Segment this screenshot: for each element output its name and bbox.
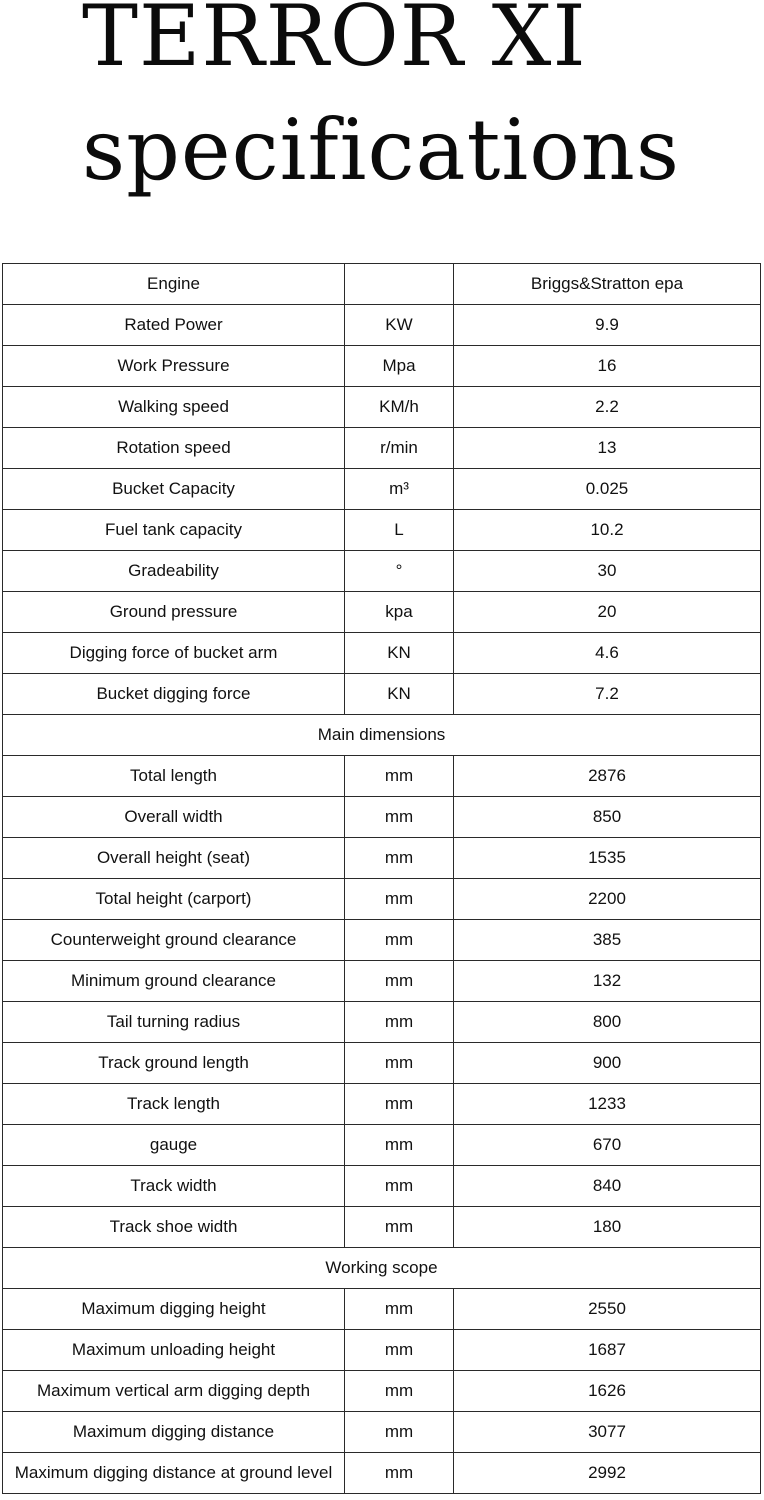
section-header: Main dimensions: [3, 715, 761, 756]
spec-parameter: Bucket Capacity: [3, 469, 345, 510]
spec-row: [3, 469, 761, 510]
spec-parameter: Digging force of bucket arm: [3, 633, 345, 674]
spec-value: 16: [454, 346, 761, 387]
title-product-name: TERROR XI: [82, 0, 587, 85]
spec-parameter: Track length: [3, 1084, 345, 1125]
spec-parameter: Fuel tank capacity: [3, 510, 345, 551]
spec-unit: KN: [345, 633, 454, 674]
spec-parameter: Total height (carport): [3, 879, 345, 920]
spec-row: [3, 387, 761, 428]
spec-unit: mm: [345, 756, 454, 797]
spec-value: 3077: [454, 1412, 761, 1453]
spec-value: 13: [454, 428, 761, 469]
title-subtitle: specifications: [82, 101, 680, 199]
spec-row: [3, 1002, 761, 1043]
spec-parameter: Track ground length: [3, 1043, 345, 1084]
spec-row: [3, 1453, 761, 1494]
spec-unit: °: [345, 551, 454, 592]
spec-row: [3, 633, 761, 674]
spec-value: 385: [454, 920, 761, 961]
spec-value: 2550: [454, 1289, 761, 1330]
spec-parameter: Rated Power: [3, 305, 345, 346]
spec-unit: r/min: [345, 428, 454, 469]
spec-unit: mm: [345, 879, 454, 920]
spec-value: 1687: [454, 1330, 761, 1371]
section-header: Working scope: [3, 1248, 761, 1289]
spec-value: 132: [454, 961, 761, 1002]
spec-parameter: Rotation speed: [3, 428, 345, 469]
spec-parameter: Walking speed: [3, 387, 345, 428]
spec-row: [3, 756, 761, 797]
spec-parameter: Bucket digging force: [3, 674, 345, 715]
spec-parameter: Total length: [3, 756, 345, 797]
spec-unit: mm: [345, 797, 454, 838]
spec-value: 4.6: [454, 633, 761, 674]
spec-parameter: Overall width: [3, 797, 345, 838]
spec-value: 2876: [454, 756, 761, 797]
spec-unit: mm: [345, 920, 454, 961]
spec-row: [3, 1371, 761, 1412]
section-header-row: [3, 1248, 761, 1289]
spec-value: 2.2: [454, 387, 761, 428]
spec-value: 850: [454, 797, 761, 838]
spec-value: 0.025: [454, 469, 761, 510]
spec-unit: L: [345, 510, 454, 551]
page-title: [82, 0, 680, 199]
spec-row: [3, 1207, 761, 1248]
spec-unit: kpa: [345, 592, 454, 633]
spec-value: 1233: [454, 1084, 761, 1125]
spec-row: [3, 551, 761, 592]
spec-row: [3, 592, 761, 633]
spec-parameter: Maximum unloading height: [3, 1330, 345, 1371]
spec-row: [3, 674, 761, 715]
spec-unit: mm: [345, 1084, 454, 1125]
spec-parameter: Gradeability: [3, 551, 345, 592]
spec-row: [3, 428, 761, 469]
spec-parameter: Track width: [3, 1166, 345, 1207]
spec-unit: KN: [345, 674, 454, 715]
spec-value: 800: [454, 1002, 761, 1043]
spec-row: [3, 1330, 761, 1371]
spec-parameter: Maximum digging height: [3, 1289, 345, 1330]
spec-row: [3, 838, 761, 879]
spec-value: 10.2: [454, 510, 761, 551]
spec-row: [3, 879, 761, 920]
spec-unit: mm: [345, 1002, 454, 1043]
spec-parameter: Maximum vertical arm digging depth: [3, 1371, 345, 1412]
spec-row: [3, 346, 761, 387]
spec-row: [3, 1412, 761, 1453]
spec-parameter: Minimum ground clearance: [3, 961, 345, 1002]
spec-unit: mm: [345, 1207, 454, 1248]
spec-parameter: gauge: [3, 1125, 345, 1166]
spec-value: 2992: [454, 1453, 761, 1494]
spec-unit: mm: [345, 1166, 454, 1207]
specifications-table: [2, 263, 761, 1494]
spec-parameter: Overall height (seat): [3, 838, 345, 879]
spec-row: [3, 1289, 761, 1330]
spec-row: [3, 510, 761, 551]
spec-value: 9.9: [454, 305, 761, 346]
spec-value: 30: [454, 551, 761, 592]
spec-value: 2200: [454, 879, 761, 920]
spec-row: [3, 1084, 761, 1125]
spec-unit: mm: [345, 838, 454, 879]
spec-value: 180: [454, 1207, 761, 1248]
spec-row: [3, 797, 761, 838]
spec-value: 670: [454, 1125, 761, 1166]
spec-row: [3, 920, 761, 961]
spec-row: [3, 1166, 761, 1207]
spec-unit: [345, 264, 454, 305]
spec-unit: m³: [345, 469, 454, 510]
spec-unit: mm: [345, 1125, 454, 1166]
spec-unit: mm: [345, 1412, 454, 1453]
spec-value: 840: [454, 1166, 761, 1207]
specifications-table-body: [3, 264, 761, 1494]
spec-value: 1535: [454, 838, 761, 879]
spec-parameter: Counterweight ground clearance: [3, 920, 345, 961]
spec-unit: mm: [345, 1043, 454, 1084]
spec-parameter: Track shoe width: [3, 1207, 345, 1248]
spec-unit: KW: [345, 305, 454, 346]
spec-value: 1626: [454, 1371, 761, 1412]
spec-unit: mm: [345, 961, 454, 1002]
spec-row: [3, 1125, 761, 1166]
spec-row: [3, 264, 761, 305]
section-header-row: [3, 715, 761, 756]
spec-parameter: Ground pressure: [3, 592, 345, 633]
spec-row: [3, 305, 761, 346]
spec-parameter: Maximum digging distance: [3, 1412, 345, 1453]
spec-value: 900: [454, 1043, 761, 1084]
spec-parameter: Work Pressure: [3, 346, 345, 387]
spec-unit: mm: [345, 1453, 454, 1494]
spec-row: [3, 961, 761, 1002]
spec-unit: mm: [345, 1371, 454, 1412]
spec-unit: Mpa: [345, 346, 454, 387]
spec-parameter: Engine: [3, 264, 345, 305]
spec-value: Briggs&Stratton epa: [454, 264, 761, 305]
spec-value: 7.2: [454, 674, 761, 715]
spec-row: [3, 1043, 761, 1084]
spec-unit: mm: [345, 1330, 454, 1371]
spec-value: 20: [454, 592, 761, 633]
spec-unit: mm: [345, 1289, 454, 1330]
spec-parameter: Maximum digging distance at ground level: [3, 1453, 345, 1494]
spec-unit: KM/h: [345, 387, 454, 428]
spec-parameter: Tail turning radius: [3, 1002, 345, 1043]
